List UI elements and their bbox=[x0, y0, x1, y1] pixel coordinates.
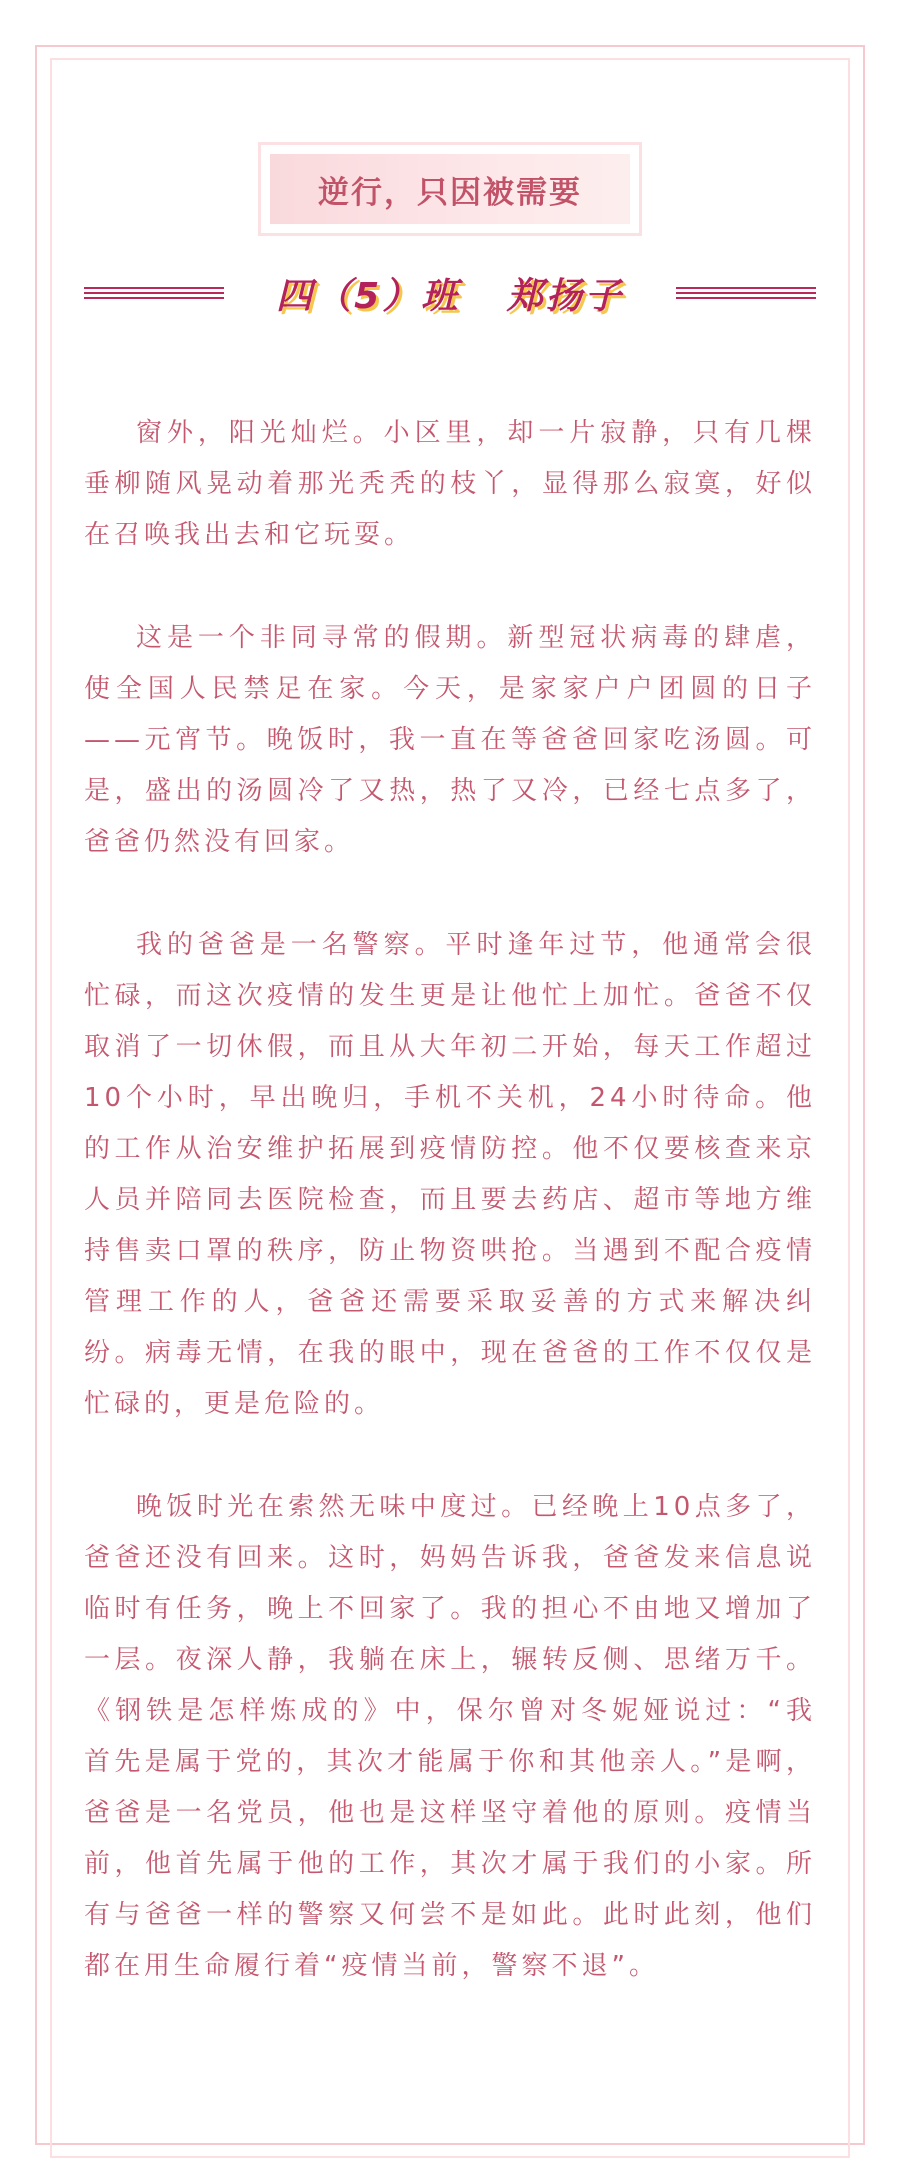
paragraph-4: 晚饭时光在索然无味中度过。已经晚上10点多了，爸爸还没有回来。这时，妈妈告诉我，爸爸发来信息说临时有任务，晚上不回家了。我的担心不由地又增加了一层。夜深人静，我躺在床上，辗转反侧、思绪万千。《钢铁是怎样炼成的》中，保尔曾对冬妮娅说过：“我首先是属于党的，其次才能属于你和其他亲人。”是啊，爸爸是一名党员，他也是这样坚守着他的原则。疫情当前，他首先属于他的工作，其次才属于我们的小家。所有与爸爸一样的警察又何尝不是如此。此时此刻，他们都在用生命履行着“疫情当前，警察不退”。 bbox=[84, 1492, 816, 1981]
author-row bbox=[84, 268, 816, 318]
paragraph-1: 窗外，阳光灿烂。小区里，却一片寂静，只有几棵垂柳随风晃动着那光秃秃的枝丫，显得那么寂寞，好似在召唤我出去和它玩耍。 bbox=[84, 418, 816, 550]
title-banner bbox=[258, 142, 642, 236]
article-title: 逆行，只因被需要 bbox=[318, 174, 582, 211]
author-byline: 四（5）班 郑扬子 bbox=[276, 275, 624, 317]
right-decorative-lines bbox=[676, 286, 816, 300]
paragraph-3: 我的爸爸是一名警察。平时逢年过节，他通常会很忙碌，而这次疫情的发生更是让他忙上加忙。爸爸不仅取消了一切休假，而且从大年初二开始，每天工作超过10个小时，早出晚归，手机不关机，24小时待命。他的工作从治安维护拓展到疫情防控。他不仅要核查来京人员并陪同去医院检查，而且要去药店、超市等地方维持售卖口罩的秩序，防止物资哄抢。当遇到不配合疫情管理工作的人，爸爸还需要采取妥善的方式来解决纠纷。病毒无情，在我的眼中，现在爸爸的工作不仅仅是忙碌的，更是危险的。 bbox=[84, 930, 816, 1419]
left-decorative-lines bbox=[84, 286, 224, 300]
paragraph-2: 这是一个非同寻常的假期。新型冠状病毒的肆虐，使全国人民禁足在家。今天，是家家户户团圆的日子——元宵节。晚饭时，我一直在等爸爸回家吃汤圆。可是，盛出的汤圆冷了又热，热了又冷，已经七点多了，爸爸仍然没有回家。 bbox=[84, 623, 816, 857]
title-banner-fill bbox=[270, 154, 630, 224]
article-body bbox=[84, 408, 816, 2044]
